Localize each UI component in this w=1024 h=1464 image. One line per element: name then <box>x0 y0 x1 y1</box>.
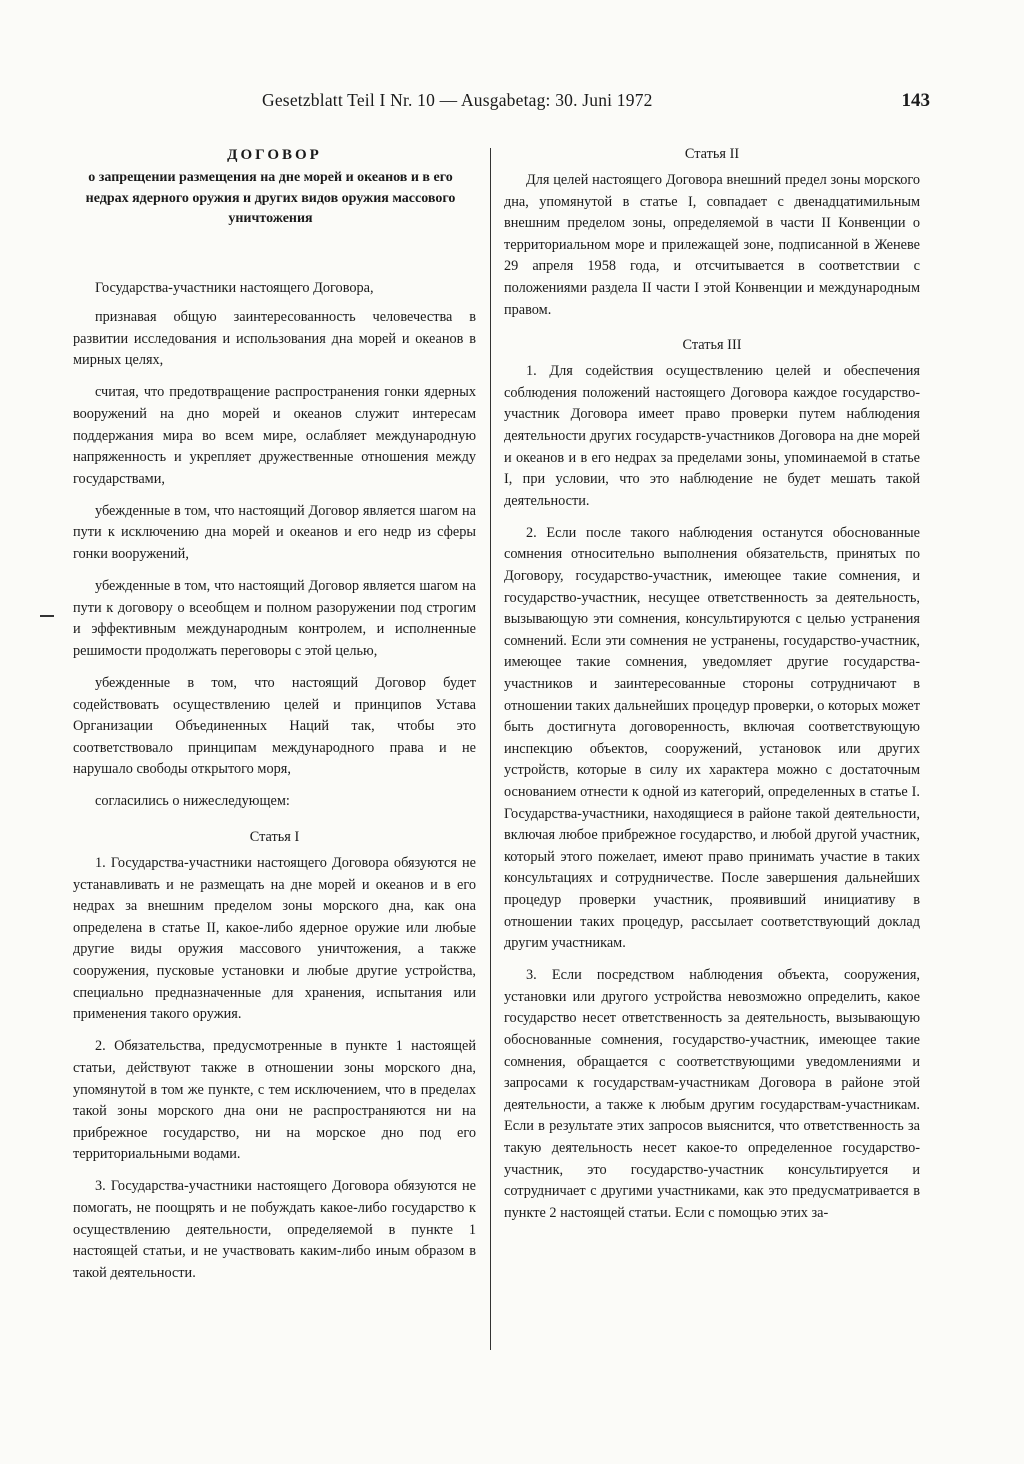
article-1-paragraph: 3. Государства-участники настоящего Договора обязуются не помогать, не поощрять и не побуждать какое-либо государство к осуществлению деятельности, определяемой в пункте 1 настоящей статьи, и не участвовать каким-либо иным образом в такой деятельности. <box>73 1178 476 1281</box>
left-column <box>73 140 476 1295</box>
recital-paragraph: убежденные в том, что настоящий Договор является шагом на пути к договору о всеобщем и полном разоружении под строгим и эффективным международным контролем, и исполненные решимости продолжать переговоры с этой целью, <box>73 578 476 659</box>
intro-paragraph: Государства-участники настоящего Договора, <box>95 279 374 296</box>
article-3-paragraph: 2. Если после такого наблюдения останутся обоснованные сомнения относительно выполнения обязательств, принятых по Договору, государство-участник, имеющее такие сомнения, и государство-участник, несущее ответственность за деятельность, вызывающую эти сомнения, консультируются с целью устранения сомнений. Если эти сомнения не устранены, государство-участник, имеющее такие сомнения, уведомляет другие государства-участников и заинтересованные стороны сотрудничают в отношении таких дальнейших процедур проверки, о которых может быть достигнута договоренность, включая соответствующую инспекцию объектов, сооружений, установок или других устройств, которые в силу их характера можно с достаточным основанием отнести к одной из категорий, определенных в статье I. Государства-участники, находящиеся в районе такой деятельности, включая любое прибрежное государство, и любой другой участник, который этого пожелает, имеют право принимать участие в таких консультациях и сотрудничестве. После завершения дальнейших процедур проверки участник, проявивший инициативу в отношении таких процедур, рассылает соответствующий доклад другим участникам. <box>504 524 920 952</box>
article-1-paragraph: 1. Государства-участники настоящего Договора обязуются не устанавливать и не размещать на дне морей и океанов и в его недрах за внешним пределом зоны морского дна, как она определена в статье II, какое-либо ядерное оружие или любые другие виды оружия массового уничтожения, а также сооружения, пусковые установки и любые другие устройства, специально предназначенные для хранения, испытания или применения такого оружия. <box>73 855 476 1023</box>
recital-paragraph: убежденные в том, что настоящий Договор является шагом на пути к исключению дна морей и океанов и его недр из сферы гонки вооружений, <box>73 502 476 563</box>
right-column <box>504 140 920 1235</box>
recital-paragraph: признавая общую заинтересованность человечества в развитии исследования и использования дна морей и океанов в мирных целях, <box>73 309 476 369</box>
recital-paragraph: считая, что предотвращение распространения гонки ядерных вооружений на дно морей и океанов служит интересам поддержания мира во всем мире, ослабляет международную напряженность и укрепляет дружественные отношения между государствами, <box>73 384 476 487</box>
article-2-heading: Статья II <box>684 146 740 162</box>
margin-mark <box>40 615 54 617</box>
recital-paragraph: убежденные в том, что настоящий Договор будет содействовать осуществлению целей и принципов Устава Организации Объединенных Наций так, чтобы это соответствовало принципам международного права и не нарушало свободы открытого моря, <box>73 675 476 778</box>
treaty-title: ДОГОВОР <box>227 147 322 163</box>
article-3-paragraph: 1. Для содействия осуществлению целей и обеспечения соблюдения положений настоящего Договора каждое государство-участник Договора имеет право проверки путем наблюдения деятельности других государств-участников Договора на дне морей и океанов и в его недрах за пределами зоны, упоминаемой в статье I, при условии, что это наблюдение не будет мешать такой деятельности. <box>504 363 920 509</box>
article-3-heading: Статья III <box>682 337 742 354</box>
article-2-paragraph: Для целей настоящего Договора внешний предел зоны морского дна, упомянутой в статье I, совпадает с двенадцатимильным внешним пределом зоны, определяемой в части II Конвенции о территориальном море и прилежащей зоне, подписанной в Женеве 29 апреля 1958 года, и отсчитывается в соответствии с положениями раздела II части I этой Конвенции и международным правом. <box>504 172 920 318</box>
running-head: Gesetzblatt Teil I Nr. 10 — Ausgabetag: 30. Juni 1972 <box>262 90 653 110</box>
treaty-subtitle: о запрещении размещения на дне морей и океанов и в его недрах ядерного оружия и других видов оружия массового уничтожения <box>85 170 456 226</box>
column-divider <box>490 148 491 1350</box>
article-1-heading: Статья I <box>249 829 300 846</box>
page-number: 143 <box>901 90 930 111</box>
article-1-paragraph: 2. Обязательства, предусмотренные в пункте 1 настоящей статьи, действуют также в отношении зоны морского дна, упомянутой в том же пункте, с тем исключением, что в пределах такой зоны морского дна они не распространяются ни на прибрежное государство, ни на морское дно под его территориальными водами. <box>73 1038 476 1163</box>
article-3-paragraph: 3. Если посредством наблюдения объекта, сооружения, установки или другого устройства невозможно определить, какое государство несет ответственность за деятельность, вызывающую обоснованные сомнения, государство-участник, имеющее такие сомнения, обращается с соответствующими уведомлениями и запросами к государствам-участникам Договора в районе этой деятельности, а также к любым другим государствам-участникам. Если в результате этих запросов выяснится, что ответственность за такую деятельность несет какое-то определенное государство-участник, это государство-участник консультируется и сотрудничает с другими участниками, как это предусматривается в пункте 2 настоящей статьи. Если с помощью этих за- <box>504 967 920 1221</box>
agreed-paragraph: согласились о нижеследующем: <box>95 793 290 810</box>
